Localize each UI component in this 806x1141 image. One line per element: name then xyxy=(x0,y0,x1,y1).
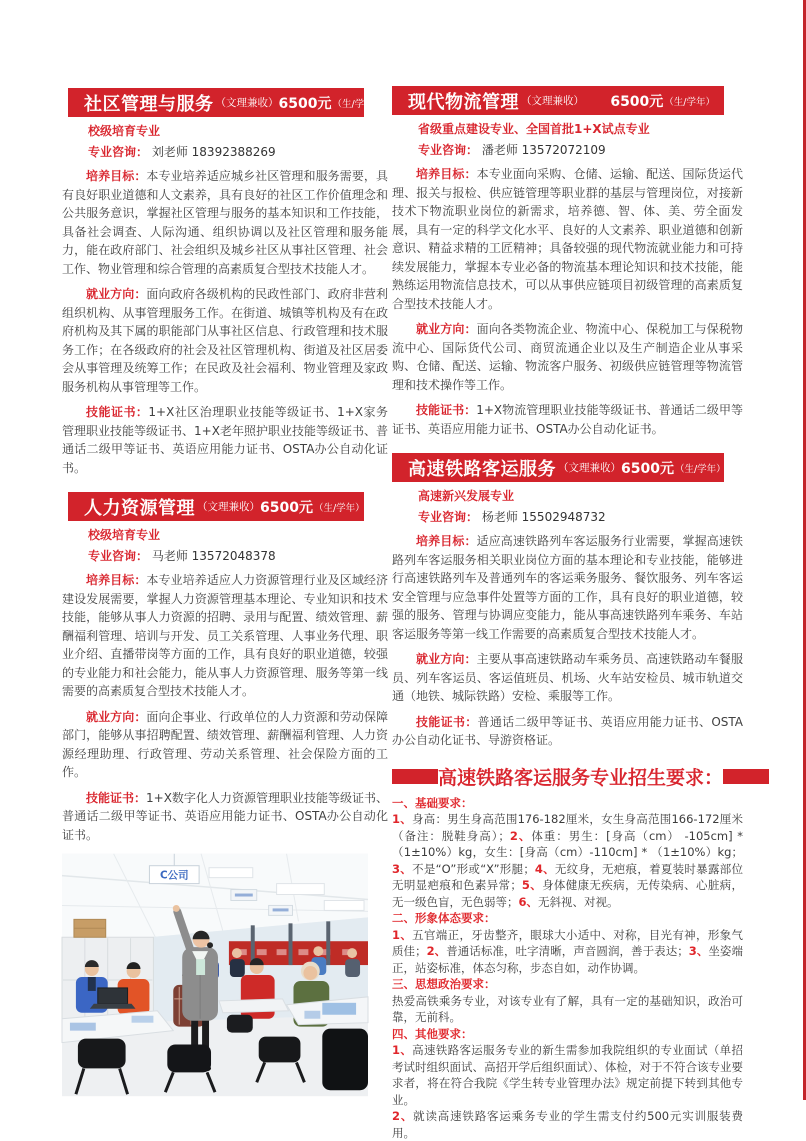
program-fee-note: （生/学年） xyxy=(332,96,383,110)
program-section-logistics xyxy=(392,86,743,438)
req-appearance-items: 1、五官端正，牙齿整齐，眼球大小适中、对称，目光有神，形象气质佳；2、普通话标准，吐字清晰，声音圆润，善于表达；3、坐姿端正，站姿标准，体态匀称，步态自如，动作协调。 xyxy=(392,927,743,977)
admission-requirements-section xyxy=(392,763,743,1141)
paragraph-employment xyxy=(62,285,388,396)
paragraph-text: 面向各类物流企业、物流中心、保税加工与保税物流中心、国际货代公司、商贸流通企业以及生产制造企业从事采购、仓储、配送、运输、物流客户服务、初级供应链管理等物流管理和技术操作等工作。 xyxy=(392,322,743,392)
program-fee: 6500元 xyxy=(610,91,663,111)
program-header-bar xyxy=(68,492,364,521)
paragraph-text: 1+X数字化人力资源管理职业技能等级证书、普通话二级甲等证书、英语应用能力证书、OSTA办公自动化证书。 xyxy=(62,791,388,842)
consult-phone: 马老师 13572048378 xyxy=(152,549,276,563)
requirements-title: 高速铁路客运服务专业招生要求： xyxy=(438,763,723,790)
paragraph-certificates xyxy=(392,713,743,750)
program-fee-note: （生/学年） xyxy=(675,461,726,475)
program-header-bar xyxy=(392,86,724,115)
paragraph-label: 就业方向： xyxy=(416,652,477,666)
red-bar-left xyxy=(392,769,438,784)
program-fee: 6500元 xyxy=(621,458,674,478)
program-fee: 6500元 xyxy=(260,497,313,517)
program-badge: 校级培育专业 xyxy=(88,124,388,139)
paragraph-label: 技能证书： xyxy=(86,791,146,805)
classroom-photo xyxy=(62,853,388,1101)
paragraph-certificates xyxy=(62,403,388,477)
paragraph-text: 主要从事高速铁路动车乘务员、高速铁路动车餐服员、列车客运员、客运值班员、机场、火车站安检员、城市轨道交通（地铁、城际铁路）安检、乘服等工作。 xyxy=(392,652,743,703)
program-title: 现代物流管理 xyxy=(408,88,519,114)
req-other-item-1: 1、高速铁路客运服务专业的新生需参加我院组织的专业面试（单招考试时组织面试、高招开学后组织面试）、体检，对于不符合该专业要求者，将在符合我院《学生转专业管理办法》规定前提下转到其他专业。 xyxy=(392,1042,743,1108)
program-title-note: （文理兼收） xyxy=(558,460,621,475)
req-other-item-2: 2、就读高速铁路客运乘务专业的学生需支付约500元实训服装费用。 xyxy=(392,1108,743,1141)
consult-label: 专业咨询： xyxy=(418,143,478,157)
consult-phone: 潘老师 13572072109 xyxy=(482,143,606,157)
paragraph-label: 培养目标： xyxy=(416,167,477,181)
req-heading-basic: 一、基础要求： xyxy=(392,795,743,812)
program-badge: 省级重点建设专业、全国首批1+X试点专业 xyxy=(418,122,743,137)
program-header-bar xyxy=(68,88,364,117)
paragraph-text: 1+X社区治理职业技能等级证书、1+X家务管理职业技能等级证书、1+X老年照护职业技能等级证书、普通话二级甲等证书、英语应用能力证书、OSTA办公自动化证书。 xyxy=(62,405,388,475)
program-header-bar xyxy=(392,453,724,482)
req-heading-political: 三、思想政治要求： xyxy=(392,976,743,993)
paragraph-employment xyxy=(392,650,743,706)
consult-line xyxy=(418,510,743,525)
program-badge: 校级培育专业 xyxy=(88,528,388,543)
paragraph-text: 面向企事业、行政单位的人力资源和劳动保障部门，能够从事招聘配置、绩效管理、薪酬福利管理、人力资源经理助理、行政管理、劳动关系管理、社会保险方面的工作。 xyxy=(62,710,388,780)
req-political-items: 热爱高铁乘务专业，对该专业有了解，具有一定的基础知识，政治可靠，无前科。 xyxy=(392,993,743,1026)
program-section-community xyxy=(62,88,388,477)
consult-phone: 刘老师 18392388269 xyxy=(152,145,276,159)
sign-text: C公司 xyxy=(160,869,189,882)
req-basic-items: 1、身高：男生身高范围176-182厘米，女生身高范围166-172厘米（备注：脱鞋身高）；2、体重：男生：[身高（cm） -105cm] *（1±10%）kg，女生：[身高（cm）-110cm] * （1±10%）kg；3、不是“O”形或“X”形腿；4、无纹身，无疤痕，着夏装时暴露部位无明显疤痕和色素异常；5、身体健康无疾病，无传染病、心脏病，无一级色盲，无色弱等；6、无斜视、对视。 xyxy=(392,811,743,910)
paragraph-label: 技能证书： xyxy=(416,403,476,417)
req-heading-other: 四、其他要求： xyxy=(392,1026,743,1043)
consult-label: 专业咨询： xyxy=(88,145,148,159)
req-heading-appearance: 二、形象体态要求： xyxy=(392,910,743,927)
program-title-note: （文理兼收） xyxy=(216,95,279,110)
paragraph-certificates xyxy=(392,401,743,438)
paragraph-training-goal xyxy=(62,167,388,278)
program-title-note: （文理兼收） xyxy=(521,93,584,108)
red-bar-right xyxy=(723,769,769,784)
program-title: 社区管理与服务 xyxy=(84,90,214,116)
paragraph-text: 本专业培养适应人力资源管理行业及区域经济建设发展需要，掌握人力资源管理基本理论、专业知识和技术技能，能够从事人力资源的招聘、录用与配置、绩效管理、薪酬福利管理、培训与开发、员工关系管理、人事业务代理、职业介绍、直播带岗等方面的工作，具有良好的职业道德，较强的专业能力和社会能力，能从事人力资源管理、服务等第一线需要的高素质复合型技术技能人才。 xyxy=(62,573,388,698)
paragraph-text: 本专业面向采购、仓储、运输、配送、国际货运代理、报关与报检、供应链管理等职业群的基层与管理岗位，对接新技术下物流职业岗位的新需求，培养德、智、体、美、劳全面发展，具有一定的科学文化水平、良好的人文素养、职业道德和创新意识、精益求精的工匠精神；具备较强的现代物流就业能力和可持续发展能力，掌握本专业必备的物流基本理论知识和技术技能，能熟练运用物流信息技术，可以从事供应链项目初级管理的高素质复合型技术技能人才。 xyxy=(392,167,743,311)
left-column xyxy=(62,88,388,1101)
program-title: 高速铁路客运服务 xyxy=(408,455,556,481)
program-section-railway xyxy=(392,453,743,750)
paragraph-text: 普通话二级甲等证书、英语应用能力证书、OSTA办公自动化证书、导游资格证。 xyxy=(392,715,743,748)
right-column xyxy=(392,86,743,1141)
program-title: 人力资源管理 xyxy=(84,494,195,520)
paragraph-label: 就业方向： xyxy=(86,287,146,301)
program-fee-note: （生/学年） xyxy=(314,500,365,514)
consult-label: 专业咨询： xyxy=(88,549,148,563)
paragraph-label: 培养目标： xyxy=(416,534,477,548)
consult-phone: 杨老师 15502948732 xyxy=(482,510,606,524)
program-fee-note: （生/学年） xyxy=(664,94,715,108)
paragraph-training-goal xyxy=(62,571,388,701)
paragraph-certificates xyxy=(62,789,388,845)
consult-label: 专业咨询： xyxy=(418,510,478,524)
paragraph-text: 1+X物流管理职业技能等级证书、普通话二级甲等证书、英语应用能力证书、OSTA办公自动化证书。 xyxy=(392,403,743,436)
paragraph-employment xyxy=(62,708,388,782)
paragraph-text: 适应高速铁路列车客运服务行业需要，掌握高速铁路列车客运服务相关职业岗位方面的基本理论和专业技能，能够进行高速铁路列车及普通列车的客运乘务服务、餐饮服务、列车客运安全管理与应急事件处置等方面的工作，具有良好的职业道德，较强的服务、管理与协调应变能力，能从事高速铁路列车乘务、车站客运服务等第一线工作需要的高素质复合型技术技能人才。 xyxy=(392,534,743,641)
paragraph-label: 技能证书： xyxy=(416,715,478,729)
paragraph-label: 就业方向： xyxy=(86,710,146,724)
paragraph-label: 培养目标： xyxy=(86,573,146,587)
paragraph-training-goal xyxy=(392,532,743,643)
paragraph-label: 技能证书： xyxy=(86,405,148,419)
consult-line xyxy=(88,145,388,160)
program-title-note: （文理兼收） xyxy=(197,499,260,514)
program-fee: 6500元 xyxy=(279,93,332,113)
program-badge: 高速新兴发展专业 xyxy=(418,489,743,504)
paragraph-label: 培养目标： xyxy=(86,169,146,183)
paragraph-text: 本专业培养适应城乡社区管理和服务需要，具有良好职业道德和人文素养，具有良好的社区工作价值理念和公共服务意识，掌握社区管理与服务的基本知识和工作技能，具备社会调查、人际沟通、组织协调以及社区管理和服务能力，能在政府部门、社会组织及城乡社区从事社区管理、社会工作、物业管理和综合管理的高素质复合型技术技能人才。 xyxy=(62,169,388,276)
requirements-header xyxy=(392,763,743,790)
paragraph-training-goal xyxy=(392,165,743,313)
program-section-hr xyxy=(62,492,388,844)
consult-line xyxy=(88,549,388,564)
paragraph-employment xyxy=(392,320,743,394)
consult-line xyxy=(418,143,743,158)
classroom-photo-illustration xyxy=(62,853,368,1097)
paragraph-text: 面向政府各级机构的民政性部门、政府非营利组织机构、从事管理服务工作。在街道、城镇等机构及有在政府机构及其下属的职能部门从事社区信息、行政管理和技术服务工作；在各级政府的社会及社区管理机构、街道及社区居委会从事管理及统筹工作；在民政及社会福利、物业管理及家政服务机构从事管理等工作。 xyxy=(62,287,388,394)
paragraph-label: 就业方向： xyxy=(416,322,477,336)
